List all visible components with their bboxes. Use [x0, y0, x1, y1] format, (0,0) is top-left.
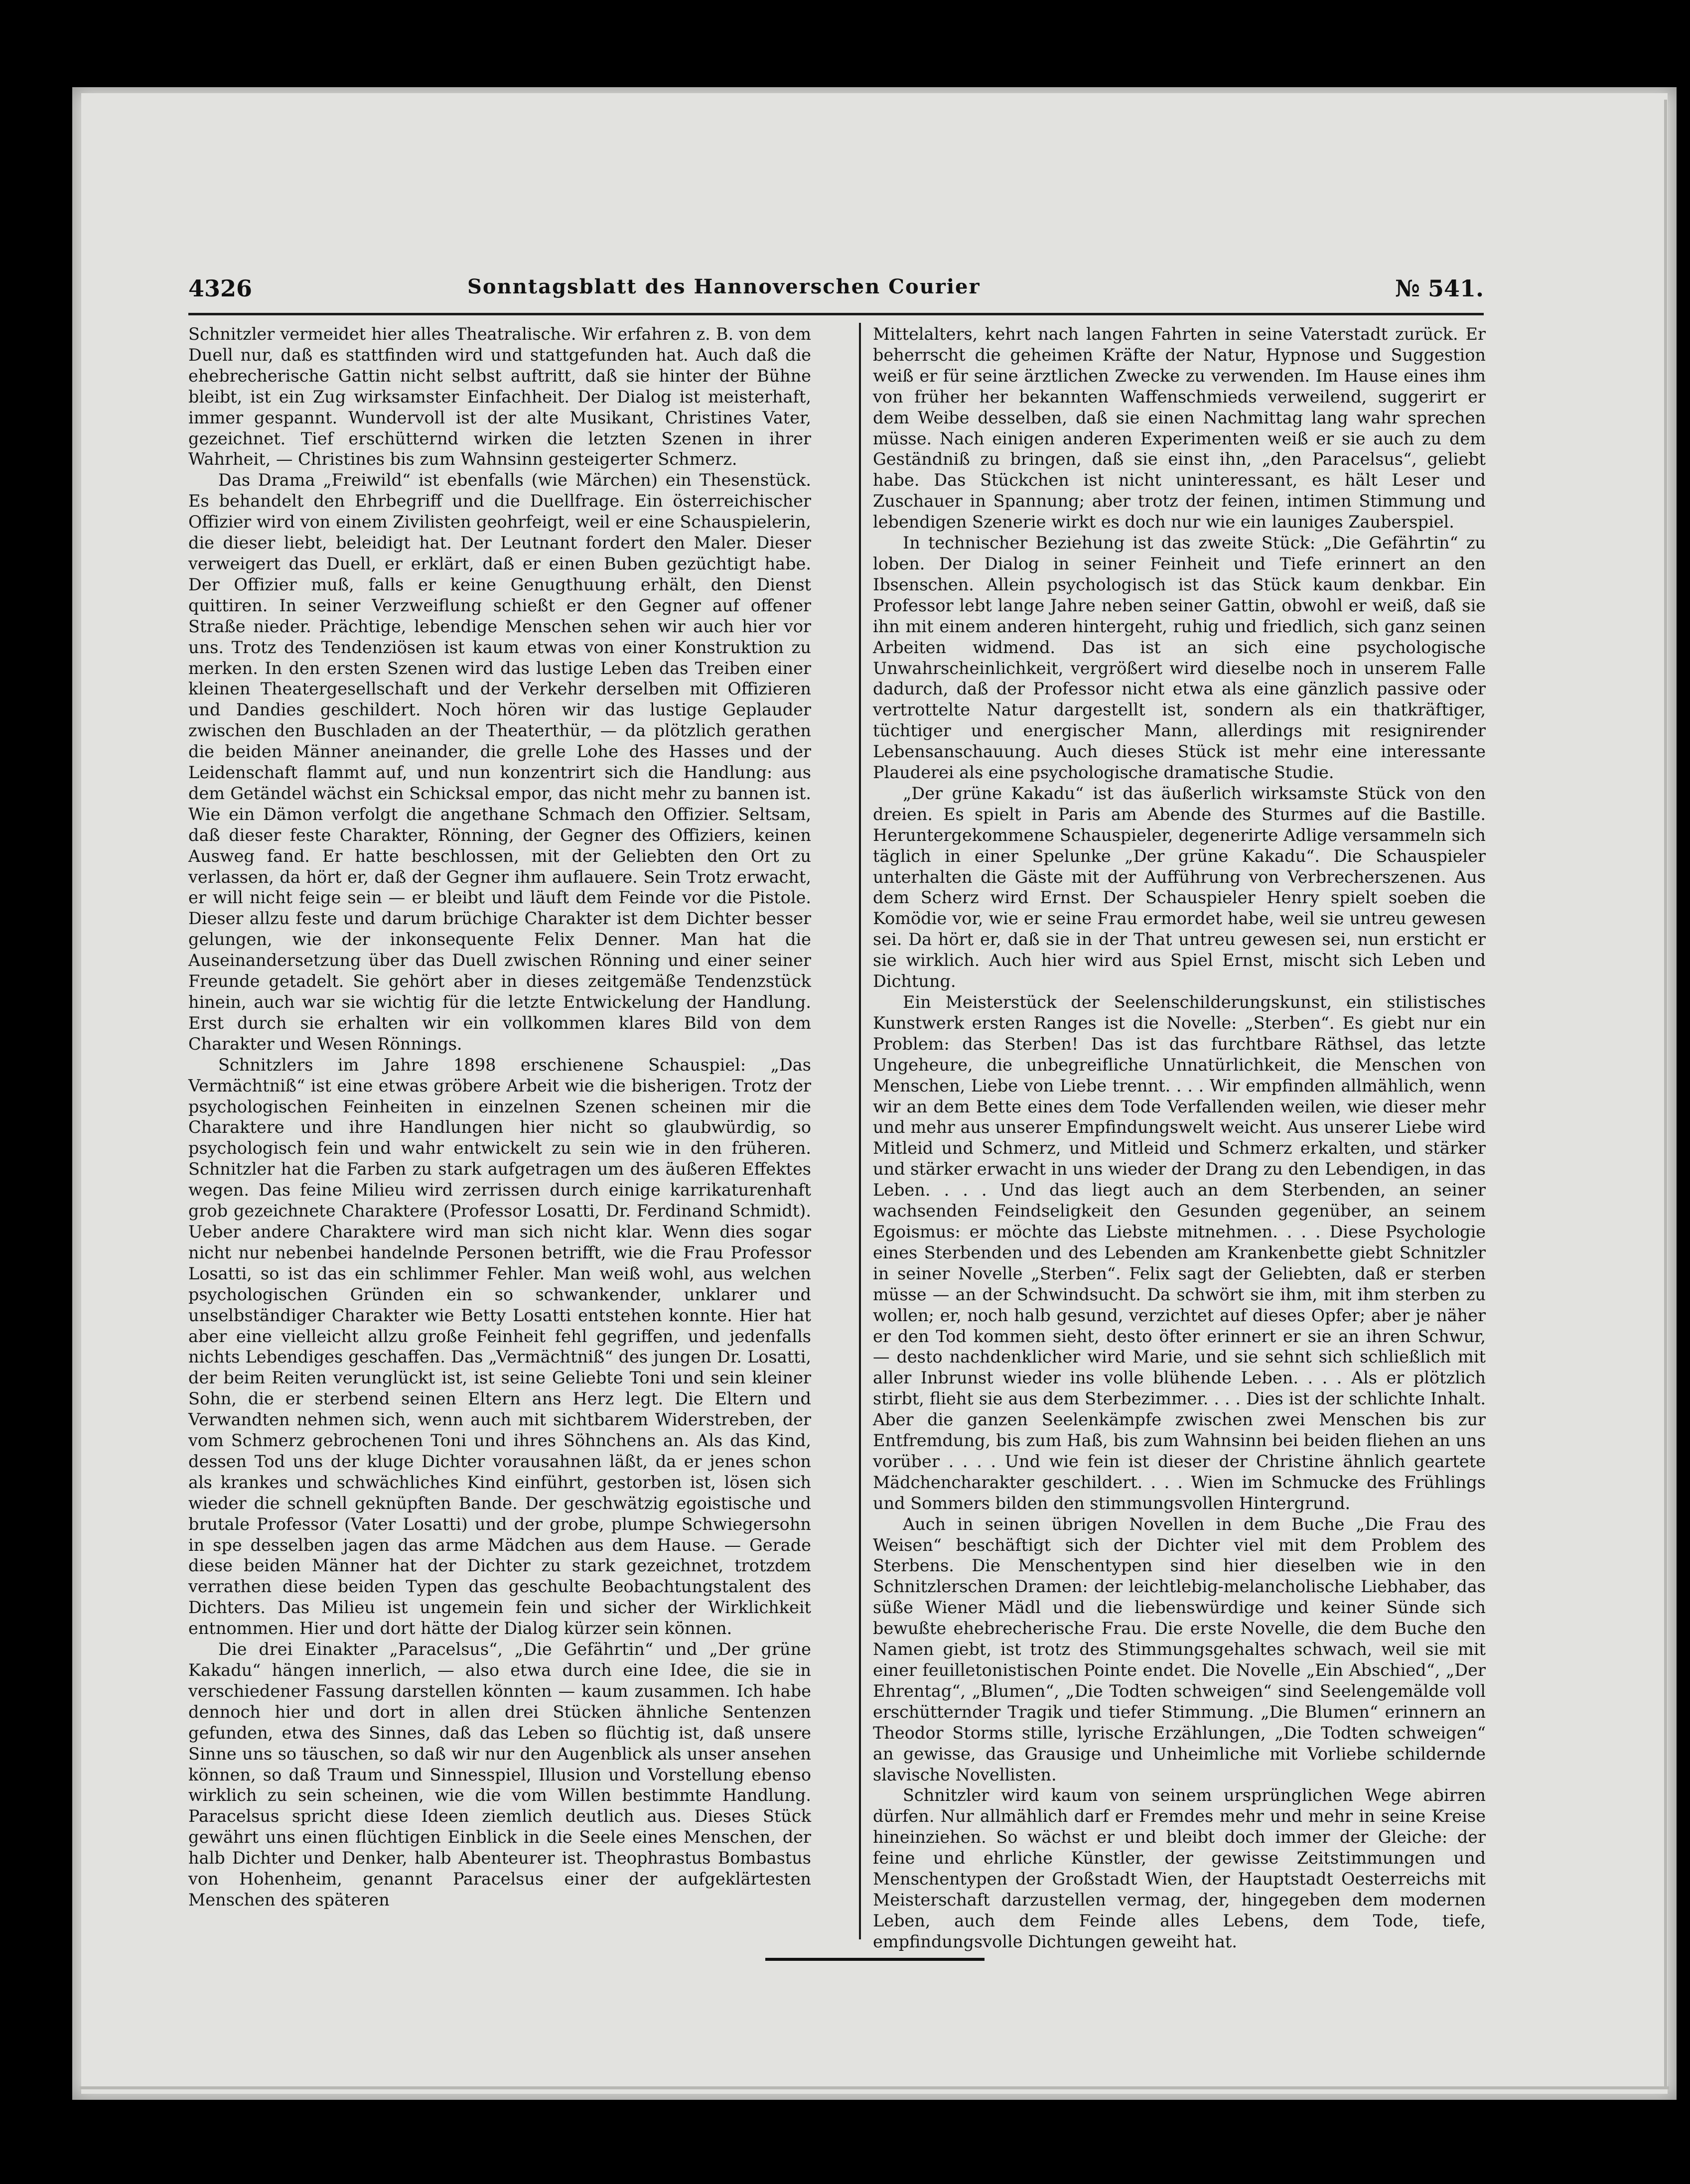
paragraph: Mittelalters, kehrt nach langen Fahrten in seine Vaterstadt zurück. Er beherrscht die geheimen Kräfte der Natur, Hypnose und Suggestion weiß er für seine ärztlichen Zwecke zu verwenden. Im Hause eines ihm von früher her bekannten Waffenschmieds verweilend, suggerirt er dem Weibe desselben, daß sie einen Nachmittag lang wahr sprechen müsse. Nach einigen anderen Experimenten weiß er sie auch zu dem Geständniß zu bringen, daß sie einst ihn, „den Paracelsus“, geliebt habe. Das Stückchen ist nicht uninteressant, es hält Leser und Zuschauer in Spannung; aber trotz der feinen, intimen Stimmung und lebendigen Szenerie wirkt es doch nur wie ein launiges Zauberspiel. — [873, 324, 1486, 532]
right-column — [873, 324, 1486, 1951]
header-rule — [188, 313, 1484, 315]
page-header — [188, 275, 1484, 310]
publication-title: Sonntagsblatt des Hannoverschen Courier — [467, 275, 981, 298]
paragraph: „Der grüne Kakadu“ ist das äußerlich wirksamste Stück von den dreien. Es spielt in Paris am Abende des Sturmes auf die Bastille. Heruntergekommene Schauspieler, degenerirte Adlige versammeln sich täglich in einer Spelunke „Der grüne Kakadu“. Die Schauspieler unterhalten die Gäste mit der Aufführung von Verbrecherszenen. Aus dem Scherz wird Ernst. Der Schauspieler Henry spielt soeben die Komödie vor, wie er seine Frau ermordet habe, weil sie untreu gewesen sei. Da hört er, daß sie in der That untreu gewesen sei, nun ersticht er sie wirklich. Auch hier wird aus Spiel Ernst, mischt sich Leben und Dichtung. — [873, 783, 1486, 991]
column-divider — [859, 323, 861, 1939]
paragraph: Das Drama „Freiwild“ ist ebenfalls (wie Märchen) ein Thesenstück. Es behandelt den Ehrbegriff und die Duellfrage. Ein österreichischer Offizier wird von einem Zivilisten geohrfeigt, weil er eine Schauspielerin, die dieser liebt, beleidigt hat. Der Leutnant fordert den Maler. Dieser verweigert das Duell, er erklärt, daß er einen Buben gezüchtigt habe. Der Offizier muß, falls er keine Genugthuung erhält, den Dienst quittiren. In seiner Verzweiflung schießt er den Gegner auf offener Straße nieder. Prächtige, lebendige Menschen sehen wir auch hier vor uns. Trotz des Tendenziösen ist kaum etwas von einer Konstruktion zu merken. In den ersten Szenen wird das lustige Leben das Treiben einer kleinen Theatergesellschaft und der Verkehr derselben mit Offizieren und Dandies geschildert. Noch hören wir das lustige Geplauder zwischen den Buschladen an der Theaterthür, — da plötzlich gerathen die beiden Männer aneinander, die grelle Lohe des Hasses und der Leidenschaft flammt auf, und nun konzentrirt sich die Handlung: aus dem Getändel wächst ein Schicksal empor, das nicht mehr zu bannen ist. Wie ein Dämon verfolgt die angethane Schmach den Offizier. Seltsam, daß dieser feste Charakter, Rönning, der Gegner des Offiziers, keinen Ausweg fand. Er hatte beschlossen, mit der Geliebten den Ort zu verlassen, da hört er, daß der Gegner ihm auflauere. Sein Trotz erwacht, er will nicht feige sein — er bleibt und läuft dem Feinde vor die Pistole. Dieser allzu feste und darum brüchige Charakter ist dem Dichter besser gelungen, wie der inkonsequente Felix Denner. Man hat die Auseinandersetzung über das Duell zwischen Rönning und einer seiner Freunde getadelt. Sie gehört aber in dieses zeitgemäße Tendenzstück hinein, auch war sie wichtig für die letzte Entwickelung der Handlung. Erst durch sie erhalten wir ein vollkommen klares Bild von dem Charakter und Wesen Rönnings. — [188, 470, 811, 1054]
paragraph: Auch in seinen übrigen Novellen in dem Buche „Die Frau des Weisen“ beschäftigt sich der Dichter viel mit dem Problem des Sterbens. Die Menschentypen sind hier dieselben wie in den Schnitzlerschen Dramen: der leichtlebig-melancholische Liebhaber, das süße Wiener Mädl und die liebenswürdige und keiner Sünde sich bewußte ehebrecherische Frau. Die erste Novelle, die dem Buche den Namen giebt, ist trotz des Stimmungsgehaltes schwach, weil sie mit einer feuilletonistischen Pointe endet. Die Novelle „Ein Abschied“, „Der Ehrentag“, „Blumen“, „Die Todten schweigen“ sind Seelengemälde voll erschütternder Tragik und tiefer Stimmung. „Die Blumen“ erinnern an Theodor Storms stille, lyrische Erzählungen, „Die Todten schweigen“ an gewisse, das Grausige und Unheimliche mit Vorliebe schildernde slavische Novellisten. — [873, 1514, 1486, 1784]
paragraph: Schnitzler vermeidet hier alles Theatralische. Wir erfahren z. B. von dem Duell nur, daß es stattfinden wird und stattgefunden hat. Auch daß die ehebrecherische Gattin nicht selbst auftritt, daß sie hinter der Bühne bleibt, ist ein Zug wirksamster Einfachheit. Der Dialog ist meisterhaft, immer gespannt. Wundervoll ist der alte Musikant, Christines Vater, gezeichnet. Tief erschütternd wirken die letzten Szenen in ihrer Wahrheit, — Christines bis zum Wahnsinn gesteigerter Schmerz. — [188, 324, 811, 469]
paragraph: Ein Meisterstück der Seelenschilderungskunst, ein stilistisches Kunstwerk ersten Ranges ist die Novelle: „Sterben“. Es giebt nur ein Problem: das Sterben! Das ist das furchtbare Räthsel, das letzte Ungeheure, die unbegreifliche Unnatürlichkeit, die Menschen von Menschen, Liebe von Liebe trennt. . . . Wir empfinden allmählich, wenn wir an dem Bette eines dem Tode Verfallenden weilen, wie dieser mehr und mehr aus unserer Empfindungswelt weicht. Aus unserer Liebe wird Mitleid und Schmerz, und Mitleid und Schmerz erkalten, und stärker und stärker erwacht in uns wieder der Drang zu den Lebendigen, in das Leben. . . . Und das liegt auch an dem Sterbenden, an seiner wachsenden Feindseligkeit den Gesunden gegenüber, an seinem Egoismus: er möchte das Liebste mitnehmen. . . . Diese Psychologie eines Sterbenden und des Lebenden am Krankenbette giebt Schnitzler in seiner Novelle „Sterben“. Felix sagt der Geliebten, daß er sterben müsse — an der Schwindsucht. Da schwört sie ihm, mit ihm sterben zu wollen; er, noch halb gesund, verzichtet auf dieses Opfer; aber je näher er den Tod kommen sieht, desto öfter erinnert er sie an ihren Schwur, — desto nachdenklicher wird Marie, und sie sehnt sich schließlich mit aller Inbrunst wieder ins volle blühende Leben. . . . Als er plötzlich stirbt, flieht sie aus dem Sterbezimmer. . . . Dies ist der schlichte Inhalt. Aber die ganzen Seelenkämpfe zwischen zwei Menschen bis zur Entfremdung, bis zum Haß, bis zum Wahnsinn bei beiden fliehen an uns vorüber . . . . Und wie fein ist dieser der Christine ähnlich geartete Mädchencharakter geschildert. . . . Wien im Schmucke des Frühlings und Sommers bilden den stimmungsvollen Hintergrund. — [873, 992, 1486, 1513]
paragraph: In technischer Beziehung ist das zweite Stück: „Die Gefährtin“ zu loben. Der Dialog in seiner Feinheit und Tiefe erinnert an den Ibsenschen. Allein psychologisch ist das Stück kaum denkbar. Ein Professor lebt lange Jahre neben seiner Gattin, obwohl er weiß, daß sie ihn mit einem anderen hintergeht, ruhig und friedlich, sich ganz seinen Arbeiten widmend. Das ist an sich eine psychologische Unwahrscheinlichkeit, vergrößert wird dieselbe noch in unserem Falle dadurch, daß der Professor nicht etwa als eine gänzlich passive oder vertrottelte Natur dargestellt ist, sondern als ein thatkräftiger, tüchtiger und energischer Mann, allerdings mit resignirender Lebensanschauung. Auch dieses Stück ist mehr eine interessante Plauderei als eine psychologische dramatische Studie. — [873, 533, 1486, 783]
sheet-bottom-line — [80, 2086, 1669, 2089]
sheet-edge-line — [1664, 100, 1667, 2087]
paragraph: Die drei Einakter „Paracelsus“, „Die Gefährtin“ und „Der grüne Kakadu“ hängen innerlich, — also etwa durch eine Idee, die sie in verschiedener Fassung darstellen könnten — kaum zusammen. Ich habe dennoch hier und dort in allen drei Stücken ähnliche Sentenzen gefunden, etwa des Sinnes, daß das Leben so flüchtig ist, daß unsere Sinne uns so täuschen, so daß wir nur den Augenblick als unser ansehen können, so daß Traum und Sinnesspiel, Illusion und Vorstellung ebenso wirklich zu sein scheinen, wie die vom Willen bestimmte Handlung. Paracelsus spricht diese Ideen ziemlich deutlich aus. Dieses Stück gewährt uns einen flüchtigen Einblick in die Seele eines Menschen, der halb Dichter und Denker, halb Abenteurer ist. Theophrastus Bombastus von Hohenheim, genannt Paracelsus einer der aufgeklärtesten Menschen des späteren — [188, 1639, 811, 1910]
paragraph: Schnitzler wird kaum von seinem ursprünglichen Wege abirren dürfen. Nur allmählich darf er Fremdes mehr und mehr in seine Kreise hineinziehen. So wächst er und bleibt doch immer der Gleiche: der feine und ehrliche Künstler, der gewisse Zeitstimmungen und Menschentypen der Großstadt Wien, der Hauptstadt Oesterreichs mit Meisterschaft darzustellen vermag, der, hingegeben dem modernen Leben, auch dem Feinde alles Lebens, dem Tode, tiefe, empfindungsvolle Dichtungen geweiht hat. — [873, 1785, 1486, 1951]
article-end-rule — [765, 1958, 985, 1961]
page-number: 4326 — [188, 275, 253, 302]
paragraph: Schnitzlers im Jahre 1898 erschienene Schauspiel: „Das Vermächtniß“ ist eine etwas gröbere Arbeit wie die bisherigen. Trotz der psychologischen Feinheiten in einzelnen Szenen scheinen mir die Charaktere und ihre Handlungen hier nicht so glaubwürdig, so psychologisch fein und wahr entwickelt zu sein wie in den früheren. Schnitzler hat die Farben zu stark aufgetragen um des äußeren Effektes wegen. Das feine Milieu wird zerrissen durch einige karrikaturenhaft grob gezeichnete Charaktere (Professor Losatti, Dr. Ferdinand Schmidt). Ueber andere Charaktere wird man sich nicht klar. Wenn dies sogar nicht nur nebenbei handelnde Personen betrifft, wie die Frau Professor Losatti, so ist das ein schlimmer Fehler. Man weiß wohl, aus welchen psychologischen Gründen ein so schwankender, unklarer und unselbständiger Charakter wie Betty Losatti entstehen konnte. Hier hat aber eine vielleicht allzu große Feinheit fehl gegriffen, und jedenfalls nichts Lebendiges geschaffen. Das „Vermächtniß“ des jungen Dr. Losatti, der beim Reiten verunglückt ist, ist seine Geliebte Toni und sein kleiner Sohn, die er sterbend seinen Eltern ans Herz legt. Die Eltern und Verwandten nehmen sich, wenn auch mit sichtbarem Widerstreben, der vom Schmerz gebrochenen Toni und ihres Söhnchens an. Als das Kind, dessen Tod uns der kluge Dichter vorausahnen läßt, da er jenes schon als krankes und schwächliches Kind einführt, gestorben ist, lösen sich wieder die schnell geknüpften Bande. Der geschwätzig egoistische und brutale Professor (Vater Losatti) und der grobe, plumpe Schwiegersohn in spe desselben jagen das arme Mädchen aus dem Hause. — Gerade diese beiden Männer hat der Dichter zu stark gezeichnet, trotzdem verrathen diese beiden Typen das geschulte Beobachtungstalent des Dichters. Das Milieu ist ungemein fein und sicher der Wirklichkeit entnommen. Hier und dort hätte der Dialog kürzer sein können. — [188, 1055, 811, 1638]
issue-number: № 541. — [1395, 275, 1484, 302]
left-column — [188, 324, 811, 1941]
